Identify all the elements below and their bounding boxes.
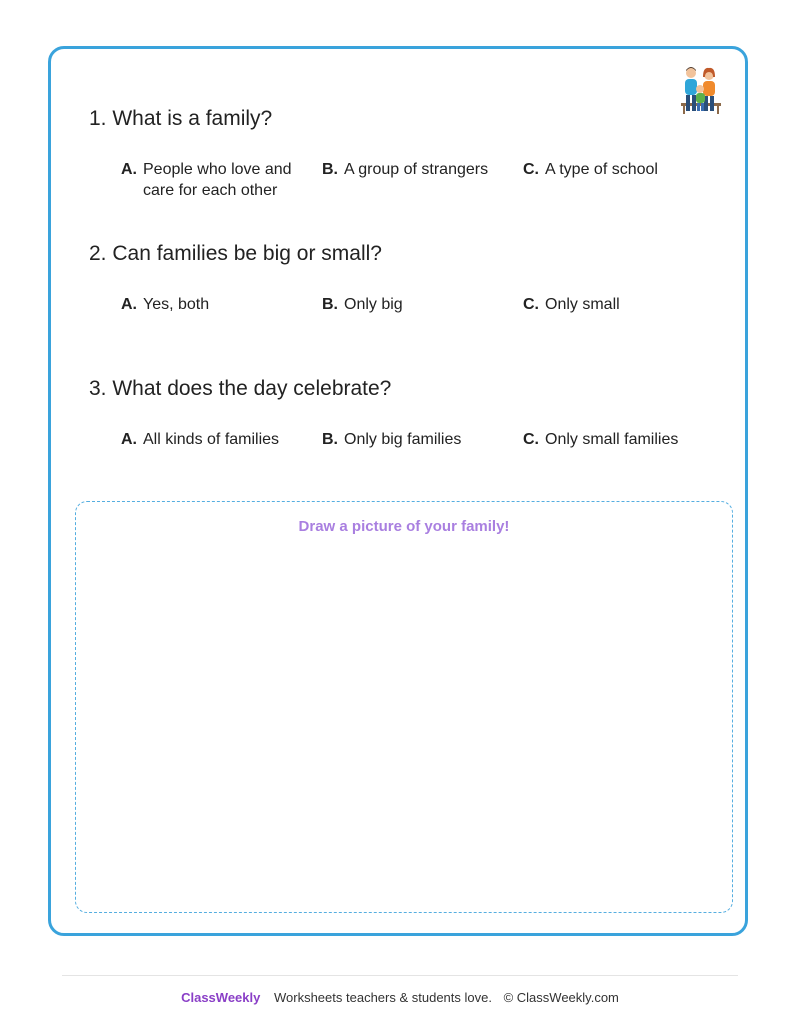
answer-options xyxy=(89,429,709,479)
option-letter: C. xyxy=(523,431,539,448)
option-b[interactable] xyxy=(322,294,517,315)
option-letter: B. xyxy=(322,296,338,313)
option-text: A type of school xyxy=(545,161,658,178)
question-title: 3. What does the day celebrate? xyxy=(89,377,392,400)
option-c[interactable] xyxy=(523,429,723,450)
answer-options xyxy=(89,294,709,344)
footer xyxy=(0,990,800,1005)
option-letter: B. xyxy=(322,161,338,178)
option-a[interactable] xyxy=(121,159,311,201)
option-text: A group of strangers xyxy=(344,161,489,178)
option-letter: C. xyxy=(523,296,539,313)
option-text: Yes, both xyxy=(143,296,210,313)
worksheet-card xyxy=(48,46,748,936)
option-text: Only big families xyxy=(344,431,462,448)
option-a[interactable] xyxy=(121,294,311,315)
footer-tagline: Worksheets teachers & students love. xyxy=(273,990,492,1005)
option-text: All kinds of families xyxy=(143,431,280,448)
option-letter: A. xyxy=(121,161,137,178)
option-text: People who love and care for each other xyxy=(143,161,292,199)
option-letter: B. xyxy=(322,431,338,448)
drawing-area[interactable] xyxy=(75,501,733,913)
option-c[interactable] xyxy=(523,294,723,315)
option-c[interactable] xyxy=(523,159,723,180)
option-letter: C. xyxy=(523,161,539,178)
question-title: 1. What is a family? xyxy=(89,107,273,130)
option-letter: A. xyxy=(121,296,137,313)
answer-options xyxy=(89,159,709,209)
option-text: Only small xyxy=(545,296,620,313)
option-b[interactable] xyxy=(322,429,517,450)
footer-copyright: © ClassWeekly.com xyxy=(503,990,619,1005)
footer-brand: ClassWeekly xyxy=(181,990,261,1005)
question-2 xyxy=(89,242,709,344)
option-b[interactable] xyxy=(322,159,517,180)
option-letter: A. xyxy=(121,431,137,448)
option-text: Only small families xyxy=(545,431,679,448)
option-a[interactable] xyxy=(121,429,311,450)
option-text: Only big xyxy=(344,296,403,313)
question-3 xyxy=(89,377,709,479)
footer-divider xyxy=(62,975,738,976)
drawing-prompt: Draw a picture of your family! xyxy=(298,518,510,535)
question-1 xyxy=(89,107,709,209)
question-title: 2. Can families be big or small? xyxy=(89,242,382,265)
